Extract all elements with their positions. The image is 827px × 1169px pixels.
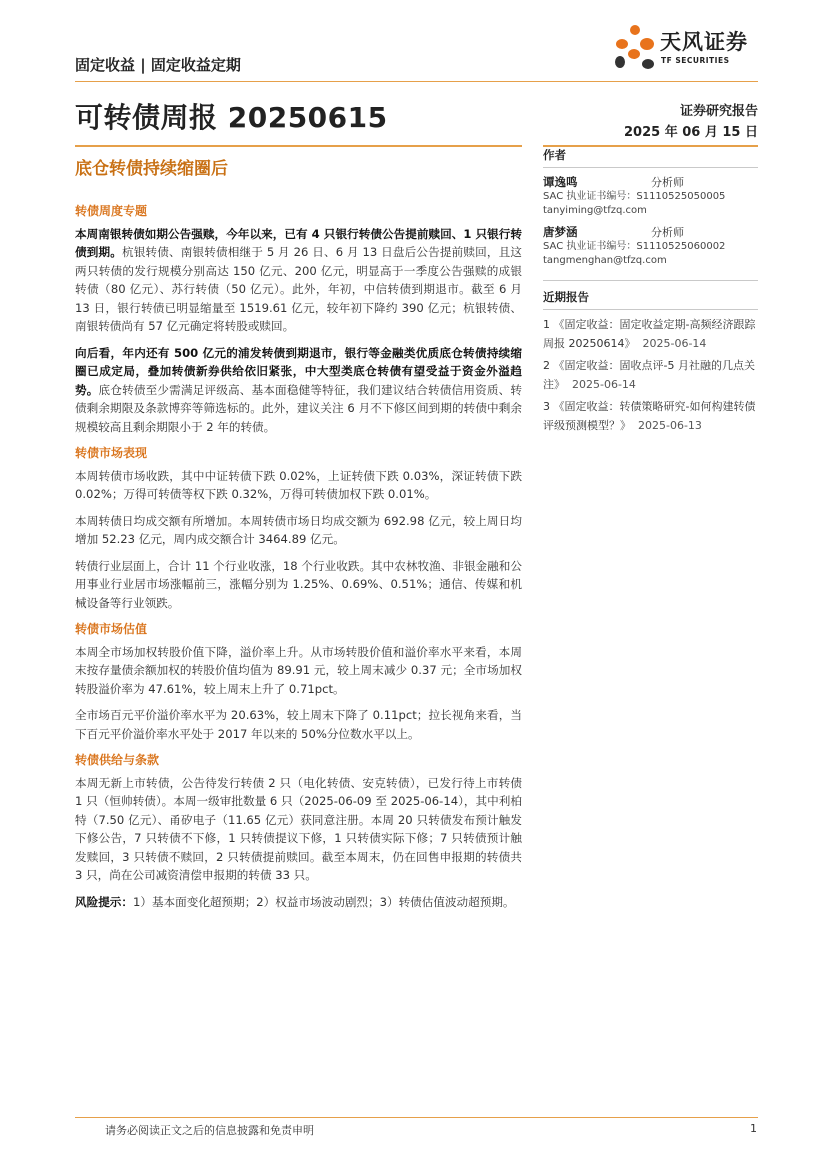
- author-name: 唐梦涵: [543, 225, 578, 239]
- sidebar: [543, 147, 758, 439]
- authors-heading: 作者: [543, 148, 566, 162]
- paragraph-text: 本周全市场加权转股价值下降，溢价率上升。从市场转股价值和溢价率水平来看，本周末按存量债余额加权的转股价值均值为 89.91 元，较上周末减少 0.37 元；全市场加权转股溢价率为 47.61%，较上周末上升了 0.71pct。: [75, 644, 522, 696]
- logo-text-cn: 天风证券: [660, 30, 748, 54]
- main-content: [75, 202, 522, 919]
- section-heading: 转债市场估值: [75, 622, 148, 636]
- recent-report-link[interactable]: [543, 398, 758, 435]
- footer-disclaimer: 请务必阅读正文之后的信息披露和免责申明: [105, 1124, 314, 1137]
- footer-divider: [75, 1117, 758, 1118]
- paragraph: [75, 467, 522, 504]
- recent-report-title: 1 《固定收益：固定收益定期-高频经济跟踪周报 20250614》: [543, 318, 756, 350]
- paragraph-text: 1）基本面变化超预期；2）权益市场波动剧烈；3）转债估值波动超预期。: [132, 894, 515, 909]
- paragraph-text: 本周转债市场收跌，其中中证转债下跌 0.02%，上证转债下跌 0.03%，深证转债下跌 0.02%；万得可转债等权下跌 0.32%，万得可转债加权下跌 0.01%。: [75, 468, 522, 501]
- logo-mark-icon: [612, 22, 658, 74]
- page-number: 1: [750, 1122, 757, 1135]
- section-heading: 转债周度专题: [75, 204, 148, 218]
- recent-report-date: 2025-06-14: [572, 377, 636, 391]
- header-divider: [75, 81, 758, 82]
- sidebar-rule: [543, 309, 758, 310]
- paragraph-lead: 本周南银转债如期公告强赎，今年以来，已有 4 只银行转债公告提前赎回、1 只银行转债到期。: [75, 226, 522, 259]
- paragraph: [75, 557, 522, 613]
- paragraph-text: 本周无新上市转债，公告待发行转债 2 只（电化转债、安克转债），已发行待上市转债 1 只（恒帅转债）。本周一级审批数量 6 只（2025-06-09 至 2025-06-14），其中利柏特（7.50 亿元）、甬矽电子（11.65 亿元）获同意注册。本周 20 只转债发布预计触发下修公告，7 只转债不下修，1 只转债提议下修，1 只转债实际下修；7 只转债预计触发赎回，3 只转债不赎回，2 只转债提前赎回。截至本周末，仍在回售申报期的转债共 3 只，尚在公司减资清偿申报期的转债 33 只。: [75, 775, 522, 882]
- paragraph: [75, 706, 522, 743]
- author-role: 分析师: [651, 176, 684, 189]
- section-heading: 转债市场表现: [75, 446, 148, 460]
- paragraph: [75, 774, 522, 885]
- paragraph-lead: 风险提示：: [75, 894, 133, 909]
- section-weekly-topic: [75, 202, 522, 436]
- sidebar-rule: [543, 167, 758, 168]
- section-market-performance: [75, 444, 522, 612]
- section-supply-terms: [75, 751, 522, 911]
- author-card: [543, 174, 758, 218]
- recent-report-date: 2025-06-13: [638, 418, 702, 432]
- author-role: 分析师: [651, 226, 684, 239]
- recent-report-link[interactable]: [543, 316, 758, 353]
- report-type: 证券研究报告: [679, 104, 758, 119]
- paragraph: [75, 344, 522, 437]
- paragraph-text: 杭银转债、南银转债相继于 5 月 26 日、6 月 13 日盘后公告提前赎回，且这两只转债的发行规模分别高达 150 亿元、200 亿元，明显高于一季度公告强赎的成银转债（80 亿元）、苏行转债（50 亿元）。此外，年初，中信转债到期退市。截至 6 月 13 日，银行转债已明显缩量至 1519.61 亿元，较年初下降约 390 亿元；杭银转债、南银转债尚有 57 亿元确定将转股或赎回。: [75, 245, 522, 333]
- report-subtitle: 底仓转债持续缩圈后: [75, 159, 228, 179]
- author-email[interactable]: tangmenghan@tfzq.com: [543, 255, 667, 266]
- paragraph: [75, 225, 522, 336]
- section-market-valuation: [75, 620, 522, 743]
- logo-text-en: TF SECURITIES: [661, 56, 730, 65]
- paragraph: [75, 643, 522, 699]
- author-name: 谭逸鸣: [543, 175, 578, 189]
- subtitle-divider: [75, 145, 522, 147]
- paragraph: [75, 512, 522, 549]
- risk-warning: [75, 893, 522, 912]
- paragraph-text: 本周转债日均成交额有所增加。本周转债市场日均成交额为 692.98 亿元，较上周日均增加 52.23 亿元，周内成交额合计 3464.89 亿元。: [75, 513, 522, 546]
- paragraph-text: 底仓转债至少需满足评级高、基本面稳健等特征，我们建议结合转债信用资质、转债剩余期限及条款博弈等筛选标的。此外，建议关注 6 月不下修区间到期的转债中剩余规模较高且剩余期限小于 2 年的转债。: [75, 382, 522, 434]
- paragraph-text: 转债行业层面上，合计 11 个行业收涨，18 个行业收跌。其中农林牧渔、非银金融和公用事业行业居市场涨幅前三，涨幅分别为 1.25%、0.69%、0.51%；通信、传媒和机械设备等行业领跌。: [75, 558, 522, 610]
- report-category: 固定收益 | 固定收益定期: [75, 56, 241, 74]
- author-card: [543, 224, 758, 268]
- report-title: 可转债周报 20250615: [75, 101, 388, 134]
- report-date: 2025 年 06 月 15 日: [624, 125, 758, 140]
- recent-report-link[interactable]: [543, 357, 758, 394]
- author-email[interactable]: tanyiming@tfzq.com: [543, 205, 647, 216]
- paragraph-lead: 向后看，年内还有 500 亿元的浦发转债到期退市，银行等金融类优质底仓转债持续缩圈已成定局，叠加转债新券供给依旧紧张，中大型类底仓转债有望受益于资金外溢趋势。: [75, 345, 522, 397]
- company-logo: [612, 22, 762, 74]
- sidebar-rule: [543, 280, 758, 281]
- author-cert: SAC 执业证书编号：S1110525050005: [543, 191, 726, 202]
- recent-report-date: 2025-06-14: [642, 336, 707, 350]
- recent-reports-list: [543, 316, 758, 435]
- section-heading: 转债供给与条款: [75, 753, 160, 767]
- recent-report-title: 2 《固定收益：固收点评-5 月社融的几点关注》: [543, 359, 755, 391]
- author-cert: SAC 执业证书编号：S1110525060002: [543, 241, 726, 252]
- recent-report-title: 3 《固定收益：转债策略研究-如何构建转债评级预测模型？》: [543, 400, 756, 432]
- paragraph-text: 全市场百元平价溢价率水平为 20.63%，较上周末下降了 0.11pct；拉长视角来看，当下百元平价溢价率水平处于 2017 年以来的 50%分位数水平以上。: [75, 708, 522, 741]
- recent-reports-heading: 近期报告: [543, 290, 589, 304]
